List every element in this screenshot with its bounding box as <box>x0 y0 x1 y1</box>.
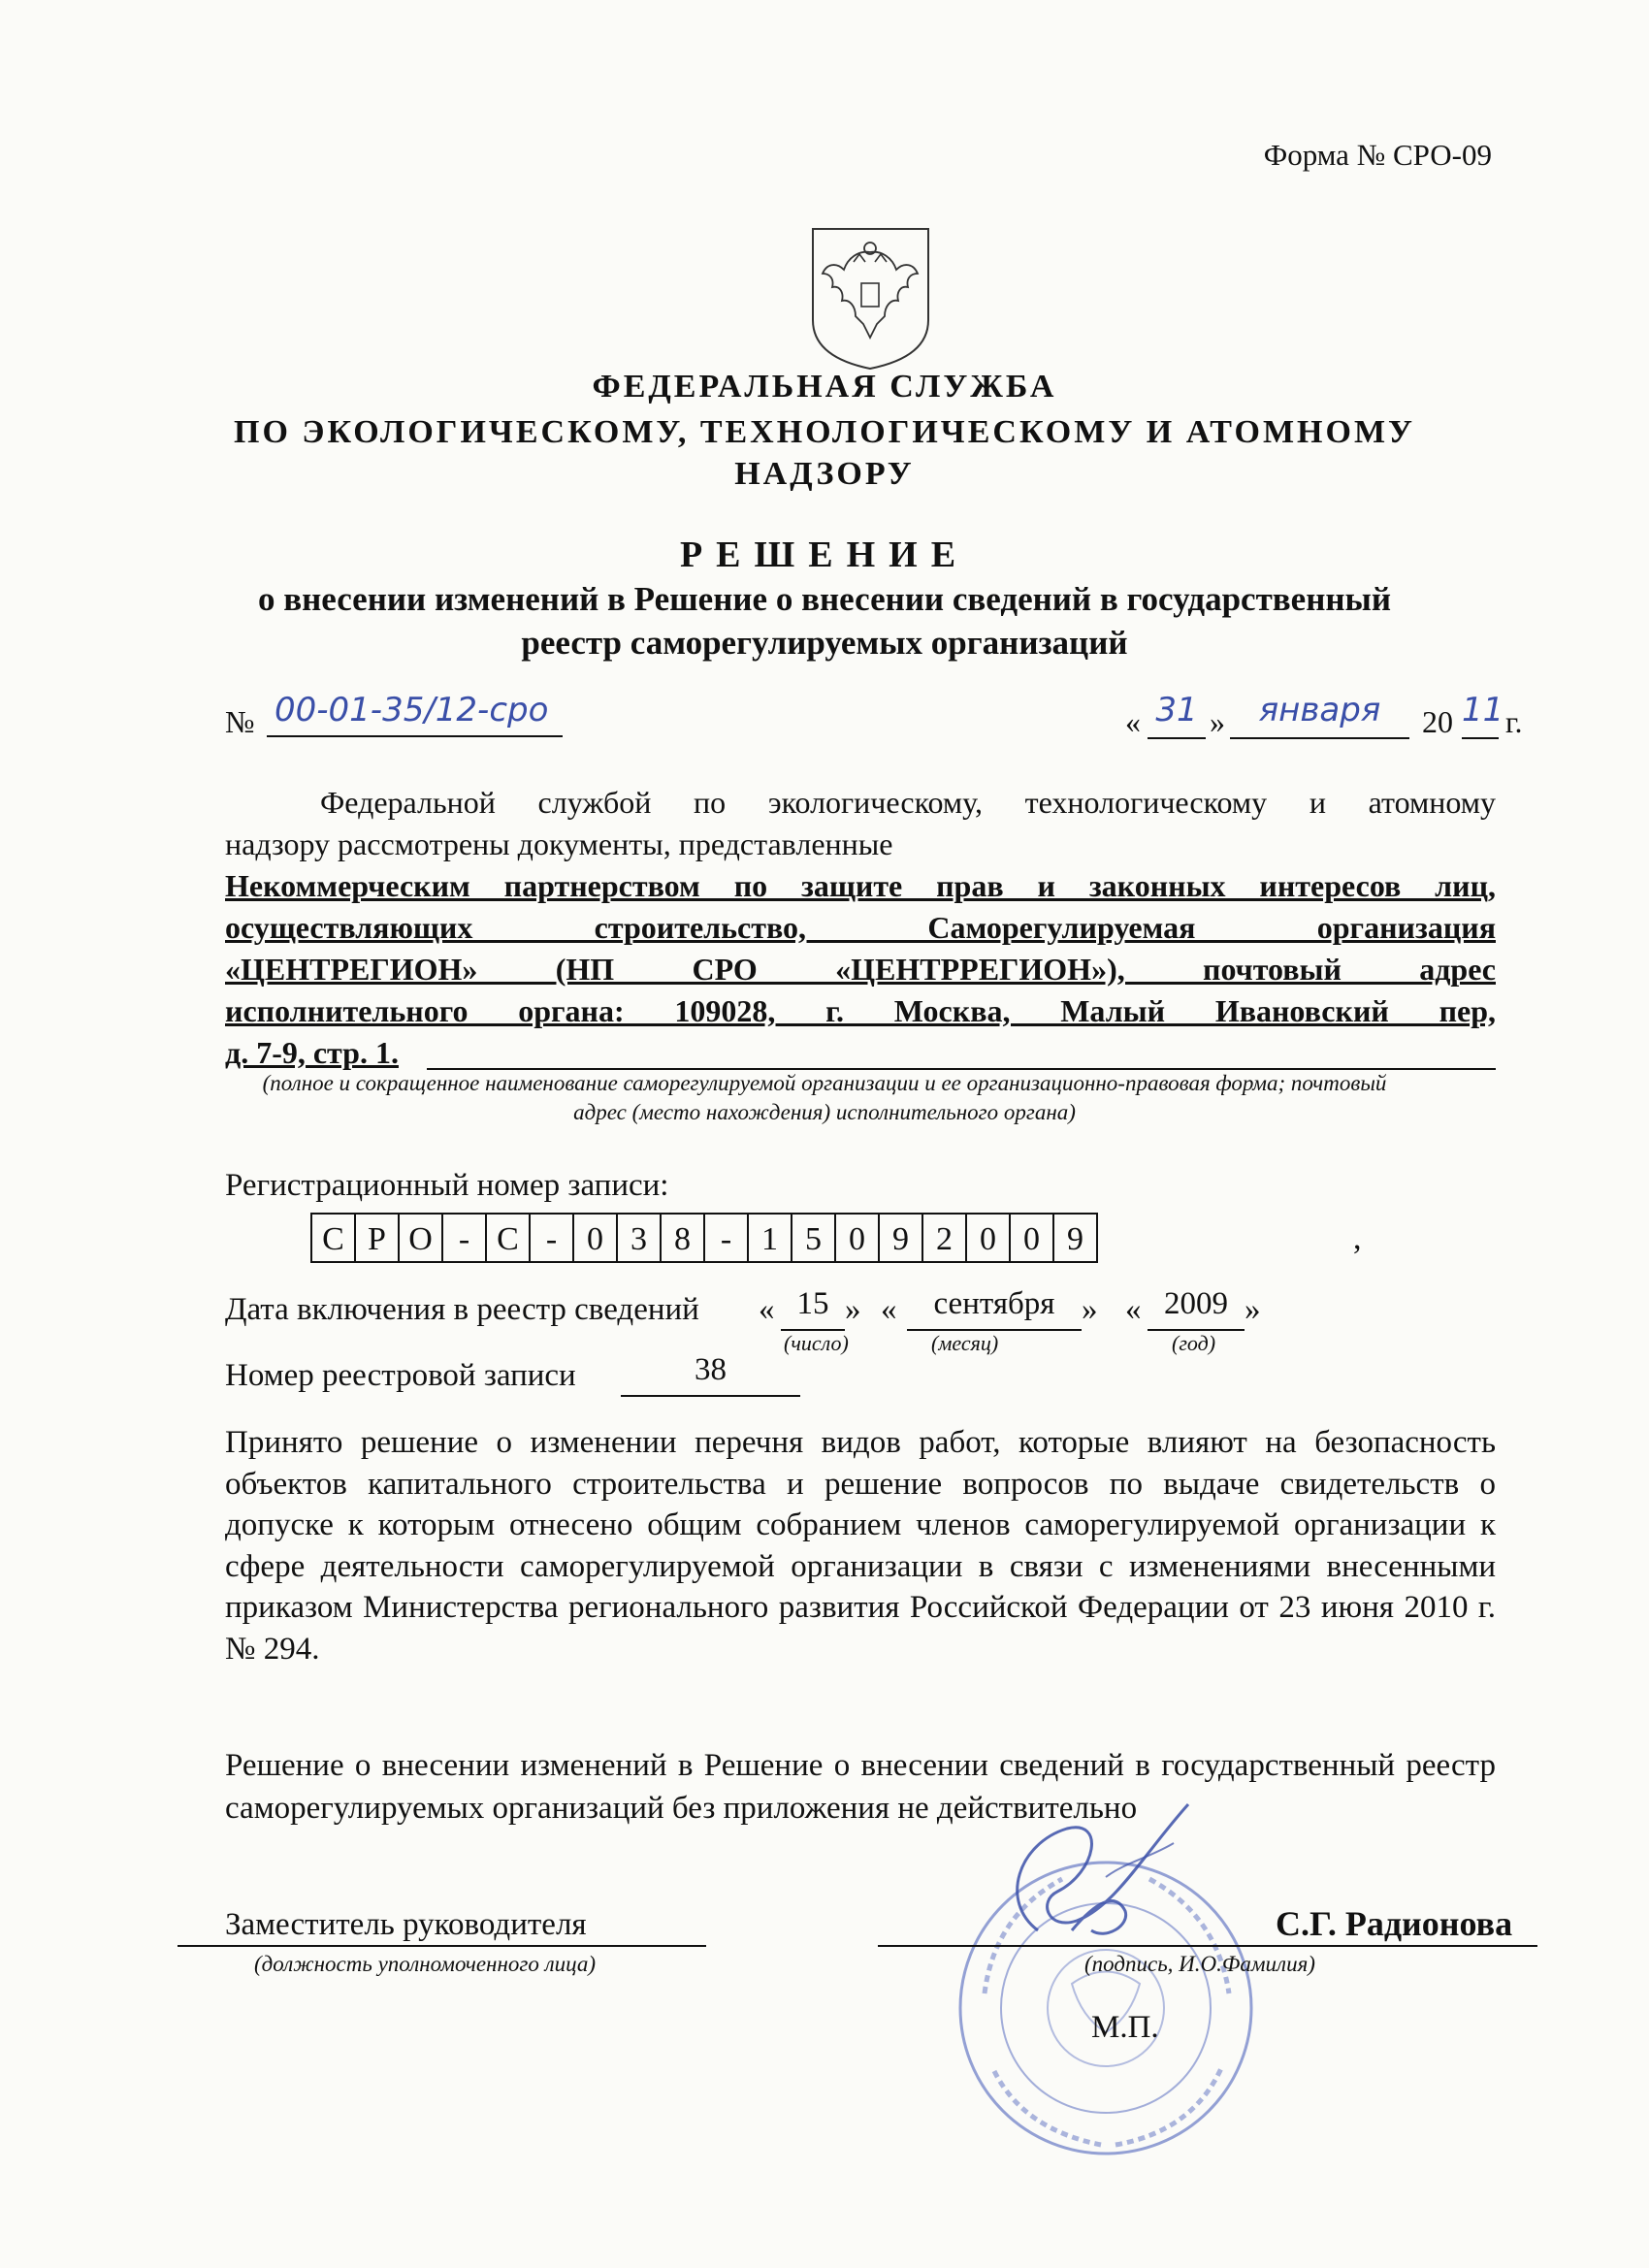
registration-cell: 1 <box>747 1213 792 1263</box>
inclusion-month-caption: (месяц) <box>931 1331 999 1355</box>
registration-number-boxes <box>312 1213 1098 1263</box>
registration-trailing-comma: , <box>1353 1220 1362 1256</box>
registration-cell: 9 <box>1052 1213 1098 1263</box>
registration-cell: 0 <box>834 1213 880 1263</box>
signer-name-line <box>878 1945 1537 1947</box>
decision-paragraph: Принято решение о изменении перечня видов работ, которые влияют на безопасность объектов капитального строительства и решение вопросов по выдаче свидетельств о допуске к которым отнесено общим собранием членов саморегулируемой организации к сфере деятельности саморегулируемой организации в связи с изменениями внесенными приказом Министерства регионального развития Российской Федерации от 23 июня 2010 г. № 294. <box>225 1425 1496 1667</box>
organization-line-5: д. 7-9, стр. 1. <box>225 1035 399 1070</box>
intro-line-1: Федеральной службой по экологическому, технологическому и атомному <box>320 785 1496 820</box>
agency-name-line-3: НАДЗОРУ <box>734 456 915 492</box>
form-number: Форма № СРО-09 <box>1263 138 1492 172</box>
organization-note-line-1: (полное и сокращенное наименование саморегулируемой организации и ее организационно-правовая форма; почтовый <box>262 1071 1387 1095</box>
organization-line-1: Некоммерческим партнерством по защите прав и законных интересов лиц, <box>225 868 1496 903</box>
organization-line-3: «ЦЕНТРЕГИОН» (НП СРО «ЦЕНТРРЕГИОН»), почтовый адрес <box>225 952 1496 987</box>
document-date-year-suffix: 11 <box>1462 691 1499 739</box>
record-number-label: Номер реестровой записи <box>225 1358 576 1393</box>
inclusion-year-caption: (год) <box>1172 1331 1216 1355</box>
registration-cell: 2 <box>922 1213 967 1263</box>
number-sign: № <box>225 704 255 739</box>
seal-label: М.П. <box>1091 2010 1159 2045</box>
organization-line-4: исполнительного органа: 109028, г. Москва, Малый Ивановский пер, <box>225 993 1496 1028</box>
inclusion-day: 15 <box>781 1286 845 1331</box>
registration-cell: 0 <box>1009 1213 1054 1263</box>
organization-line-2: осуществляющих строительство, Саморегулируемая организация <box>225 910 1496 945</box>
registration-cell: Р <box>354 1213 400 1263</box>
date-open-quote: « <box>1125 704 1141 739</box>
document-subtitle-line-1: о внесении изменений в Решение о внесении сведений в государственный <box>257 580 1392 618</box>
registration-cell: С <box>485 1213 531 1263</box>
registration-cell: 0 <box>965 1213 1011 1263</box>
document-date-day: 31 <box>1148 691 1206 739</box>
registration-cell: 9 <box>878 1213 923 1263</box>
registration-cell: - <box>703 1213 749 1263</box>
inclusion-year-open-quote: « <box>1125 1292 1142 1327</box>
inclusion-month-open-quote: « <box>881 1292 897 1327</box>
registration-cell: 0 <box>572 1213 618 1263</box>
registration-cell: - <box>529 1213 574 1263</box>
agency-name-line-1: ФЕДЕРАЛЬНАЯ СЛУЖБА <box>592 369 1057 405</box>
registration-cell: 5 <box>791 1213 836 1263</box>
validity-paragraph: Решение о внесении изменений в Решение о внесении сведений в государственный реестр саморегулируемых организаций без приложения не действительно <box>225 1748 1496 1826</box>
date-close-quote: » <box>1210 704 1225 739</box>
handwritten-signature <box>980 1785 1203 1979</box>
signer-position-note: (должность уполномоченного лица) <box>254 1952 597 1976</box>
inclusion-day-close-quote: » <box>845 1292 861 1327</box>
signer-name-note: (подпись, И.О.Фамилия) <box>1084 1952 1315 1976</box>
document-date-month: января <box>1230 691 1409 739</box>
inclusion-year: 2009 <box>1148 1286 1245 1331</box>
inclusion-year-close-quote: » <box>1245 1292 1261 1327</box>
signer-position: Заместитель руководителя <box>225 1907 587 1942</box>
inclusion-day-caption: (число) <box>784 1331 849 1355</box>
inclusion-day-open-quote: « <box>759 1292 775 1327</box>
document-title: РЕШЕНИЕ <box>679 535 970 575</box>
registration-cell: О <box>398 1213 443 1263</box>
inclusion-month-close-quote: » <box>1082 1292 1098 1327</box>
organization-note-line-2: адрес (место нахождения) исполнительного органа) <box>573 1100 1076 1124</box>
russian-coat-of-arms-icon <box>805 223 936 373</box>
organization-fill-line <box>427 1068 1496 1070</box>
intro-line-2: надзору рассмотрены документы, представленные <box>225 826 893 861</box>
registration-cell: 8 <box>660 1213 705 1263</box>
registration-label: Регистрационный номер записи: <box>225 1168 669 1203</box>
signer-name: С.Г. Радионова <box>1276 1904 1513 1943</box>
document-date-year-prefix: 20 <box>1422 704 1453 739</box>
registration-cell: С <box>310 1213 356 1263</box>
record-number-value: 38 <box>621 1352 800 1397</box>
inclusion-month: сентября <box>907 1286 1082 1331</box>
document-date-year-unit: г. <box>1505 704 1523 739</box>
registration-cell: 3 <box>616 1213 662 1263</box>
signer-position-line <box>178 1945 706 1947</box>
document-subtitle-line-2: реестр саморегулируемых организаций <box>521 624 1128 662</box>
registration-cell: - <box>441 1213 487 1263</box>
document-number: 00-01-35/12-сро <box>267 691 563 737</box>
agency-name-line-2: ПО ЭКОЛОГИЧЕСКОМУ, ТЕХНОЛОГИЧЕСКОМУ И АТОМНОМУ <box>234 414 1415 450</box>
inclusion-date-label: Дата включения в реестр сведений <box>225 1292 699 1327</box>
